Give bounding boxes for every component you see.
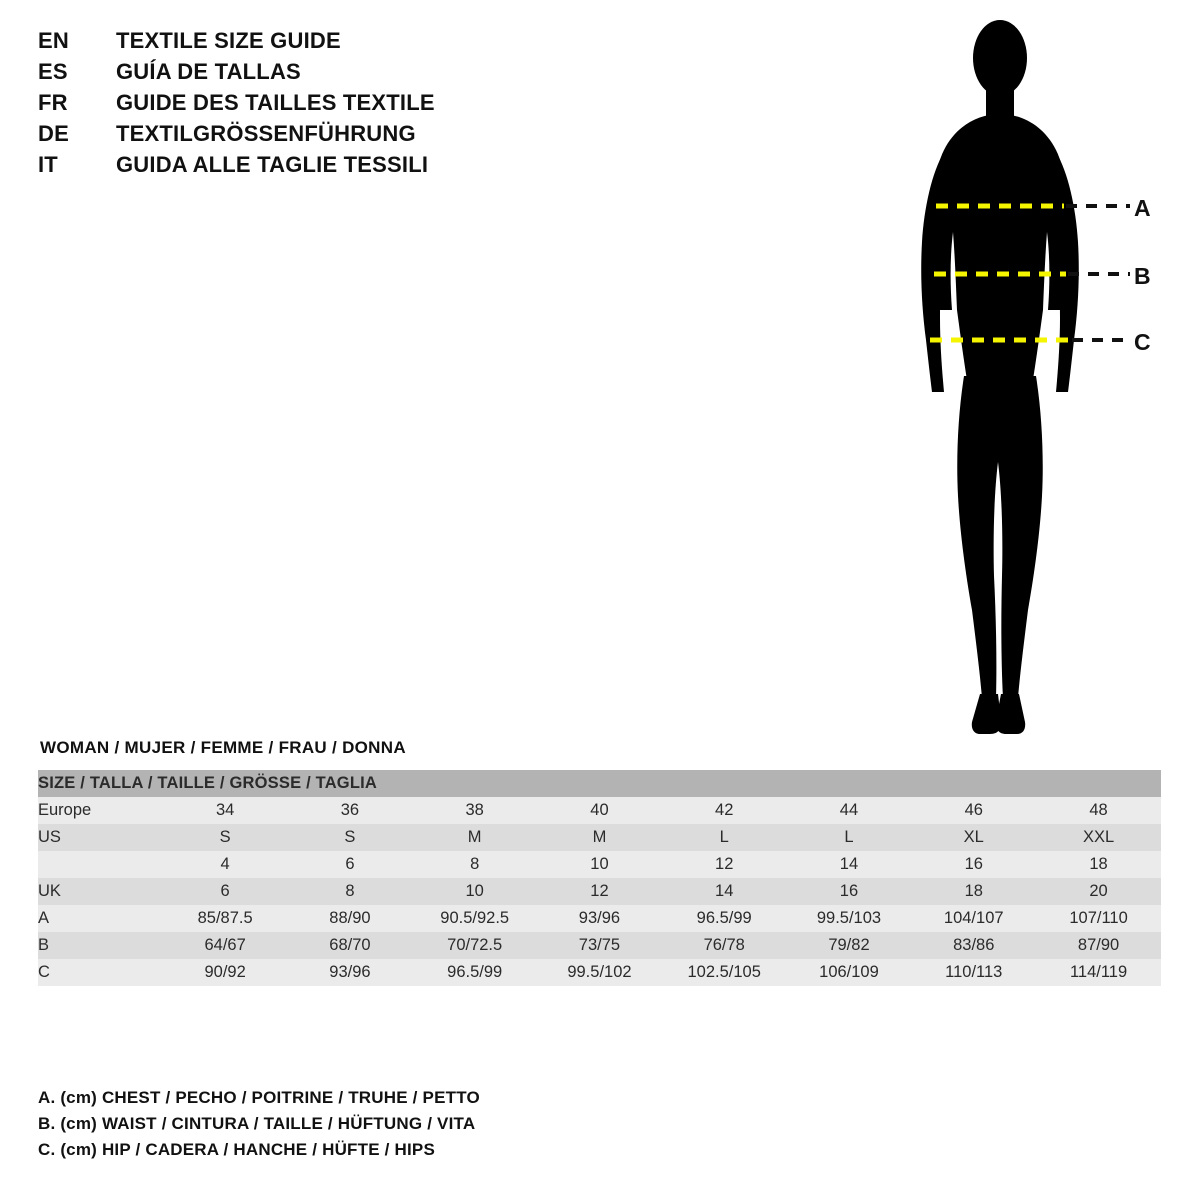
cell: 38: [465, 801, 484, 819]
cell: 44: [839, 801, 859, 819]
row-label: B: [38, 936, 50, 954]
cell: 42: [715, 801, 734, 819]
row-label: [38, 851, 163, 878]
cell: 90.5/92.5: [440, 909, 510, 927]
cell: 14: [715, 882, 734, 900]
cell: 104/107: [943, 909, 1004, 927]
cell: 10: [590, 855, 609, 873]
cell: 14: [839, 855, 859, 873]
title-lang-de: DE: [38, 121, 69, 146]
table-row: [38, 905, 1161, 932]
cell: 107/110: [1069, 909, 1128, 927]
title-text-es: GUÍA DE TALLAS: [116, 59, 301, 84]
title-row-es: [38, 59, 558, 90]
table-row: [38, 959, 1161, 986]
cell: 99.5/102: [567, 963, 632, 981]
title-text-it: GUIDA ALLE TAGLIE TESSILI: [116, 152, 429, 177]
cell: 96.5/99: [696, 909, 752, 927]
measurement-legend: [38, 1088, 738, 1166]
cell: 85/87.5: [197, 909, 253, 927]
cell: 68/70: [329, 936, 371, 954]
cell: L: [844, 828, 854, 846]
table-header-row: [38, 770, 1161, 797]
legend-line-a: A. (cm) CHEST / PECHO / POITRINE / TRUHE / PETTO: [38, 1088, 480, 1107]
legend-line-c: C. (cm) HIP / CADERA / HANCHE / HÜFTE / HIPS: [38, 1140, 436, 1159]
cell: S: [344, 828, 356, 846]
cell: 34: [215, 801, 235, 819]
cell: 36: [340, 801, 360, 819]
legend-line-b: B. (cm) WAIST / CINTURA / TAILLE / HÜFTUNG / VITA: [38, 1114, 476, 1133]
cell: 20: [1089, 882, 1108, 900]
cell: 88/90: [329, 909, 371, 927]
title-lang-es: ES: [38, 59, 68, 84]
figure-area: [860, 10, 1190, 750]
measure-label-a: A: [1134, 195, 1151, 221]
cell: XXL: [1082, 828, 1115, 846]
cell: 8: [345, 882, 355, 900]
cell: 87/90: [1077, 936, 1120, 954]
cell: 106/109: [819, 963, 879, 981]
title-lang-it: IT: [38, 152, 58, 177]
title-row-en: [38, 28, 558, 59]
cell: 70/72.5: [447, 936, 503, 954]
cell: 12: [715, 855, 734, 873]
cell: 102.5/105: [687, 963, 761, 981]
title-text-fr: GUIDE DES TAILLES TEXTILE: [116, 90, 435, 115]
table-row: [38, 824, 1161, 851]
cell: 4: [220, 855, 230, 873]
row-label: C: [38, 963, 50, 981]
cell: 18: [964, 882, 983, 900]
title-row-it: [38, 152, 558, 183]
title-text-en: TEXTILE SIZE GUIDE: [116, 28, 341, 53]
cell: 6: [345, 855, 355, 873]
cell: 114/119: [1069, 963, 1128, 981]
title-row-de: [38, 121, 558, 152]
table-row: [38, 932, 1161, 959]
cell: 16: [839, 882, 859, 900]
cell: 76/78: [703, 936, 745, 954]
cell: 99.5/103: [816, 909, 882, 927]
measure-label-c: C: [1134, 329, 1151, 355]
cell: 46: [964, 801, 983, 819]
cell: 83/86: [953, 936, 995, 954]
cell: 16: [964, 855, 983, 873]
row-label: US: [38, 828, 61, 846]
title-lang-fr: FR: [38, 90, 68, 115]
title-block: [38, 28, 558, 183]
cell: M: [592, 828, 607, 846]
cell: M: [467, 828, 482, 846]
cell: 73/75: [578, 936, 621, 954]
cell: 64/67: [204, 936, 246, 954]
cell: 79/82: [828, 936, 870, 954]
title-text-de: TEXTILGRÖSSENFÜHRUNG: [116, 121, 416, 146]
cell: 93/96: [578, 909, 621, 927]
cell: S: [219, 828, 231, 846]
cell: 40: [590, 801, 609, 819]
cell: 6: [220, 882, 230, 900]
cell: 48: [1089, 801, 1108, 819]
row-label: Europe: [38, 801, 92, 819]
cell: L: [719, 828, 729, 846]
table-row: [38, 797, 1161, 824]
row-label: UK: [38, 882, 61, 900]
table-header-label: SIZE / TALLA / TAILLE / GRÖSSE / TAGLIA: [38, 774, 378, 792]
cell: 96.5/99: [447, 963, 503, 981]
table-row: [38, 878, 1161, 905]
cell: 10: [465, 882, 484, 900]
female-body-silhouette-icon: [860, 10, 1190, 750]
cell: 110/113: [945, 963, 1003, 981]
cell: 8: [470, 855, 480, 873]
cell: 12: [590, 882, 609, 900]
cell: XL: [963, 828, 984, 846]
cell: 93/96: [329, 963, 371, 981]
cell: 90/92: [204, 963, 246, 981]
cell: 18: [1089, 855, 1108, 873]
title-row-fr: [38, 90, 558, 121]
measure-label-b: B: [1134, 263, 1151, 289]
size-table: [38, 770, 1161, 986]
size-table-section: [38, 738, 1163, 986]
title-lang-en: EN: [38, 28, 69, 53]
table-row: [38, 851, 1161, 878]
table-caption: WOMAN / MUJER / FEMME / FRAU / DONNA: [40, 738, 406, 757]
row-label: A: [38, 909, 50, 927]
